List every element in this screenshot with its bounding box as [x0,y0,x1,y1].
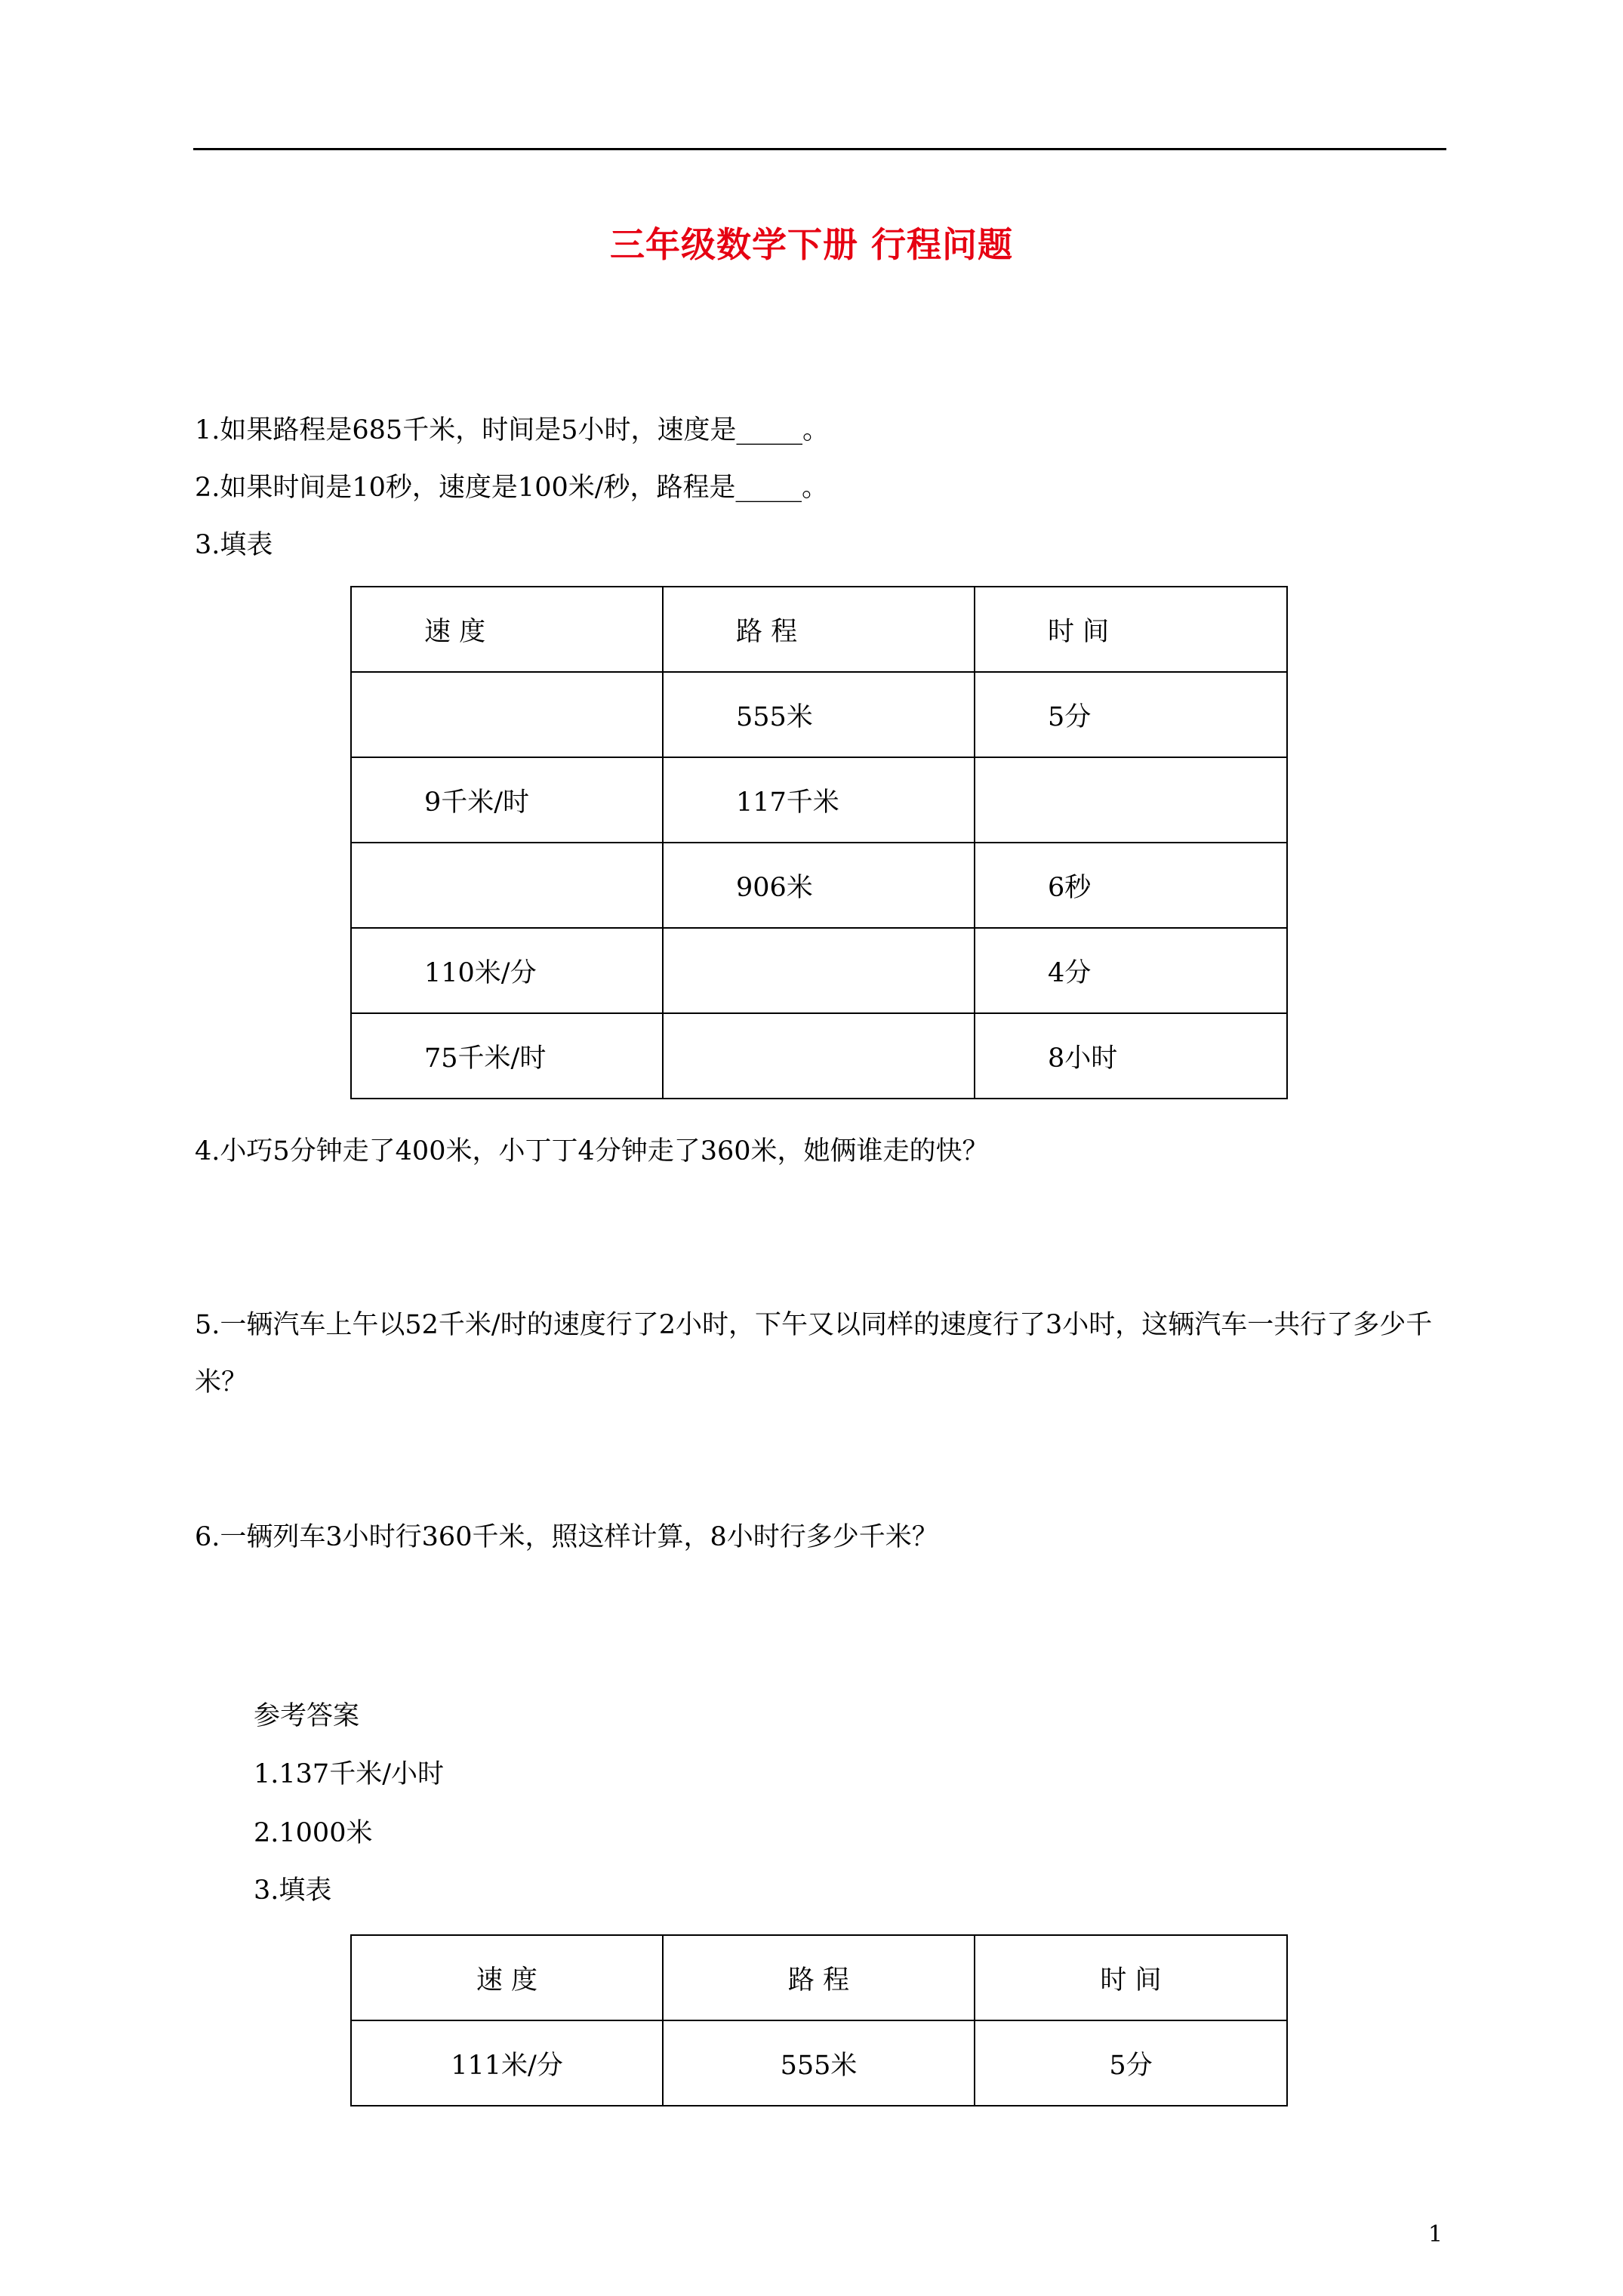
question-3: 3.填表 [195,530,273,560]
table-row [351,757,1287,843]
question-1: 1.如果路程是685千米，时间是5小时，速度是_____。 [195,415,829,445]
table-row [351,843,1287,928]
table-cell: 9千米/时 [351,757,663,843]
header-distance: 路 程 [663,587,975,672]
answer-table [350,1934,1288,2106]
answer-1: 1.137千米/小时 [254,1759,444,1789]
page-title: 三年级数学下册 行程问题 [609,224,1013,265]
question-4: 4.小巧5分钟走了400米，小丁丁4分钟走了360米，她俩谁走的快？ [195,1136,989,1166]
table-cell: 6秒 [975,843,1287,928]
table-cell: 110米/分 [351,928,663,1013]
answer-2: 2.1000米 [254,1818,373,1848]
table-cell: 4分 [975,928,1287,1013]
table-header-row [351,587,1287,672]
table-cell [663,1013,975,1099]
table-cell: 906米 [663,843,975,928]
header-speed: 速 度 [351,587,663,672]
header-speed: 速 度 [351,1935,663,2020]
table-cell: 8小时 [975,1013,1287,1099]
table-cell: 111米/分 [351,2020,663,2106]
table-cell [663,928,975,1013]
table-cell: 555米 [663,2020,975,2106]
table-cell: 75千米/时 [351,1013,663,1099]
table-header-row [351,1935,1287,2020]
header-time: 时 间 [975,1935,1287,2020]
table-cell [351,672,663,757]
table-row [351,672,1287,757]
question-6: 6.一辆列车3小时行360千米，照这样计算，8小时行多少千米？ [195,1522,938,1552]
table-row [351,2020,1287,2106]
header-time: 时 间 [975,587,1287,672]
table-cell: 117千米 [663,757,975,843]
answers-heading: 参考答案 [254,1701,360,1731]
question-5: 5.一辆汽车上午以52千米/时的速度行了2小时，下午又以同样的速度行了3小时，这辆汽车一共行了多少千米？ [195,1310,1433,1398]
header-distance: 路 程 [663,1935,975,2020]
answer-3: 3.填表 [254,1875,332,1906]
table-cell [351,843,663,928]
table-cell [975,757,1287,843]
page-number: 1 [1428,2221,1443,2248]
header-rule [193,148,1446,150]
table-cell: 555米 [663,672,975,757]
table-row [351,1013,1287,1099]
table-cell: 5分 [975,672,1287,757]
table-cell: 5分 [975,2020,1287,2106]
question-2: 2.如果时间是10秒，速度是100米/秒，路程是_____。 [195,473,829,503]
table-row [351,928,1287,1013]
fill-table [350,586,1288,1099]
